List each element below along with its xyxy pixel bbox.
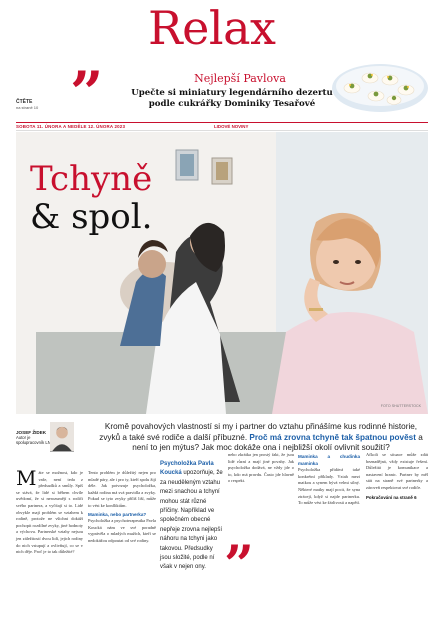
article-title: Tchyně & spol. [30, 159, 153, 237]
issue-reference: ČTĚTE na straně 10 [16, 99, 39, 110]
continuation-note: Pokračování na straně 6 [366, 494, 417, 500]
dateline-bar [16, 122, 428, 131]
quote-mark-icon: ” [224, 535, 254, 596]
article-lead: Kromě povahových vlastností si my i partner do vztahu přinášíme kus rodinné historie, zvyků a také své rodiče a další příbuzné. Proč má zrovna tchyně tak špatnou pověst a není to jen mýtus? Jak moc dokáže ona i nejbližší okolí ovlivnit soužití? [99, 422, 423, 453]
body-column-2: Tento problém je důležitý nejen pro mladé páry, ale i pro ty, kteří spolu žijí déle. Jak potvrzuje psycholožka, každá rodina má svá pravidla a zvyky. Pokud se tyto zvyky příliš liší, může to vést ke konfliktům. Maminka, nebo partnerka? Psycholožka a psychoterapeutka Pavla Koucká nám ve své poradně vyprávěla o mladých mužích, kteří se nedokážou odpoutat od své rodiny. [88, 470, 156, 543]
author-portrait [50, 422, 74, 452]
photo-credit: FOTO SHUTTERSTOCK [380, 404, 421, 408]
author-byline: JOSEF ŽIDEK Autor je spolupracovník LN [16, 430, 51, 445]
quote-mark-icon: ” [70, 59, 104, 127]
drop-cap: M [16, 466, 37, 490]
promo-subtitle: Nejlepší Pavlova [194, 72, 286, 85]
body-column-1: M áte se možnost, kdo je vaše, není teda z předsudků a smůly. Spíš se stává, že lidé si během chvíle uvědomí, že si nerozumějí s rodiči svého partnera, a vyčítají si to. Lidé obvykle mají problém se vztahem k rodině, protože ne všichni dokáží pochopit rozdílné zvyky, jiné hodnoty a výchovu. Partnerské vztahy nejsou jen záležitostí dvou lidí, jejich rodiny do nich vstupují a ovlivňují, co se v nich děje. Proč je to tak důležité? [16, 466, 83, 555]
issue-date: SOBOTA 11. ÚNORA A NEDĚLE 12. ÚNORA 2023 [16, 124, 126, 129]
subhead-mother-son: Maminka a chudinka maminka [298, 454, 360, 466]
body-column-3: Maminka a chudinka maminka Psycholožka přidává také konkrétní příklady. Vztah mezi matkou a synem bývá velmi silný. Některé matky mají pocit, že syna ztrácejí, když si najde partnerku. To může vést ke žárlivosti a napětí. [298, 454, 360, 506]
subhead-mother: Maminka, nebo partnerka? [88, 511, 147, 517]
body-column-3-top: nebo zkrátka jen prostý fakt, že jsou lidé různí a mají jiné povahy. Jak psycholožka dodává, ne vždy jde o to, kdo má pravdu. Často jde hlavně o respekt. [228, 452, 294, 484]
pull-quote: Psycholožka Pavla Koucká upozorňuje, že za neuděleným vztahu mezi snachou a tchyní mohou stát různé příčiny. Například ve společném obecné nepřeje zrovna nejlepší náhoru na tchyni jako takovou. Předsudky jsou složité, podle ní však v nejen ony. [160, 461, 223, 571]
body-column-4: Ačkoli se situace může zdát beznadějná, vždy existuje řešení. Důležitá je komunikace a nastavení hranic. Partner by měl stát na straně své partnerky a zároveň respektovat své rodiče. Pokračování na straně 6 [366, 452, 428, 500]
pavlova-dessert-image [326, 52, 430, 116]
promo-text: Upečte si miniatury legendárního dezertu podle cukrářky Dominiky Tesařové [131, 88, 333, 109]
section-logo: Relax [148, 1, 276, 55]
newspaper-name: LIDOVÉ NOVINY [214, 124, 249, 129]
